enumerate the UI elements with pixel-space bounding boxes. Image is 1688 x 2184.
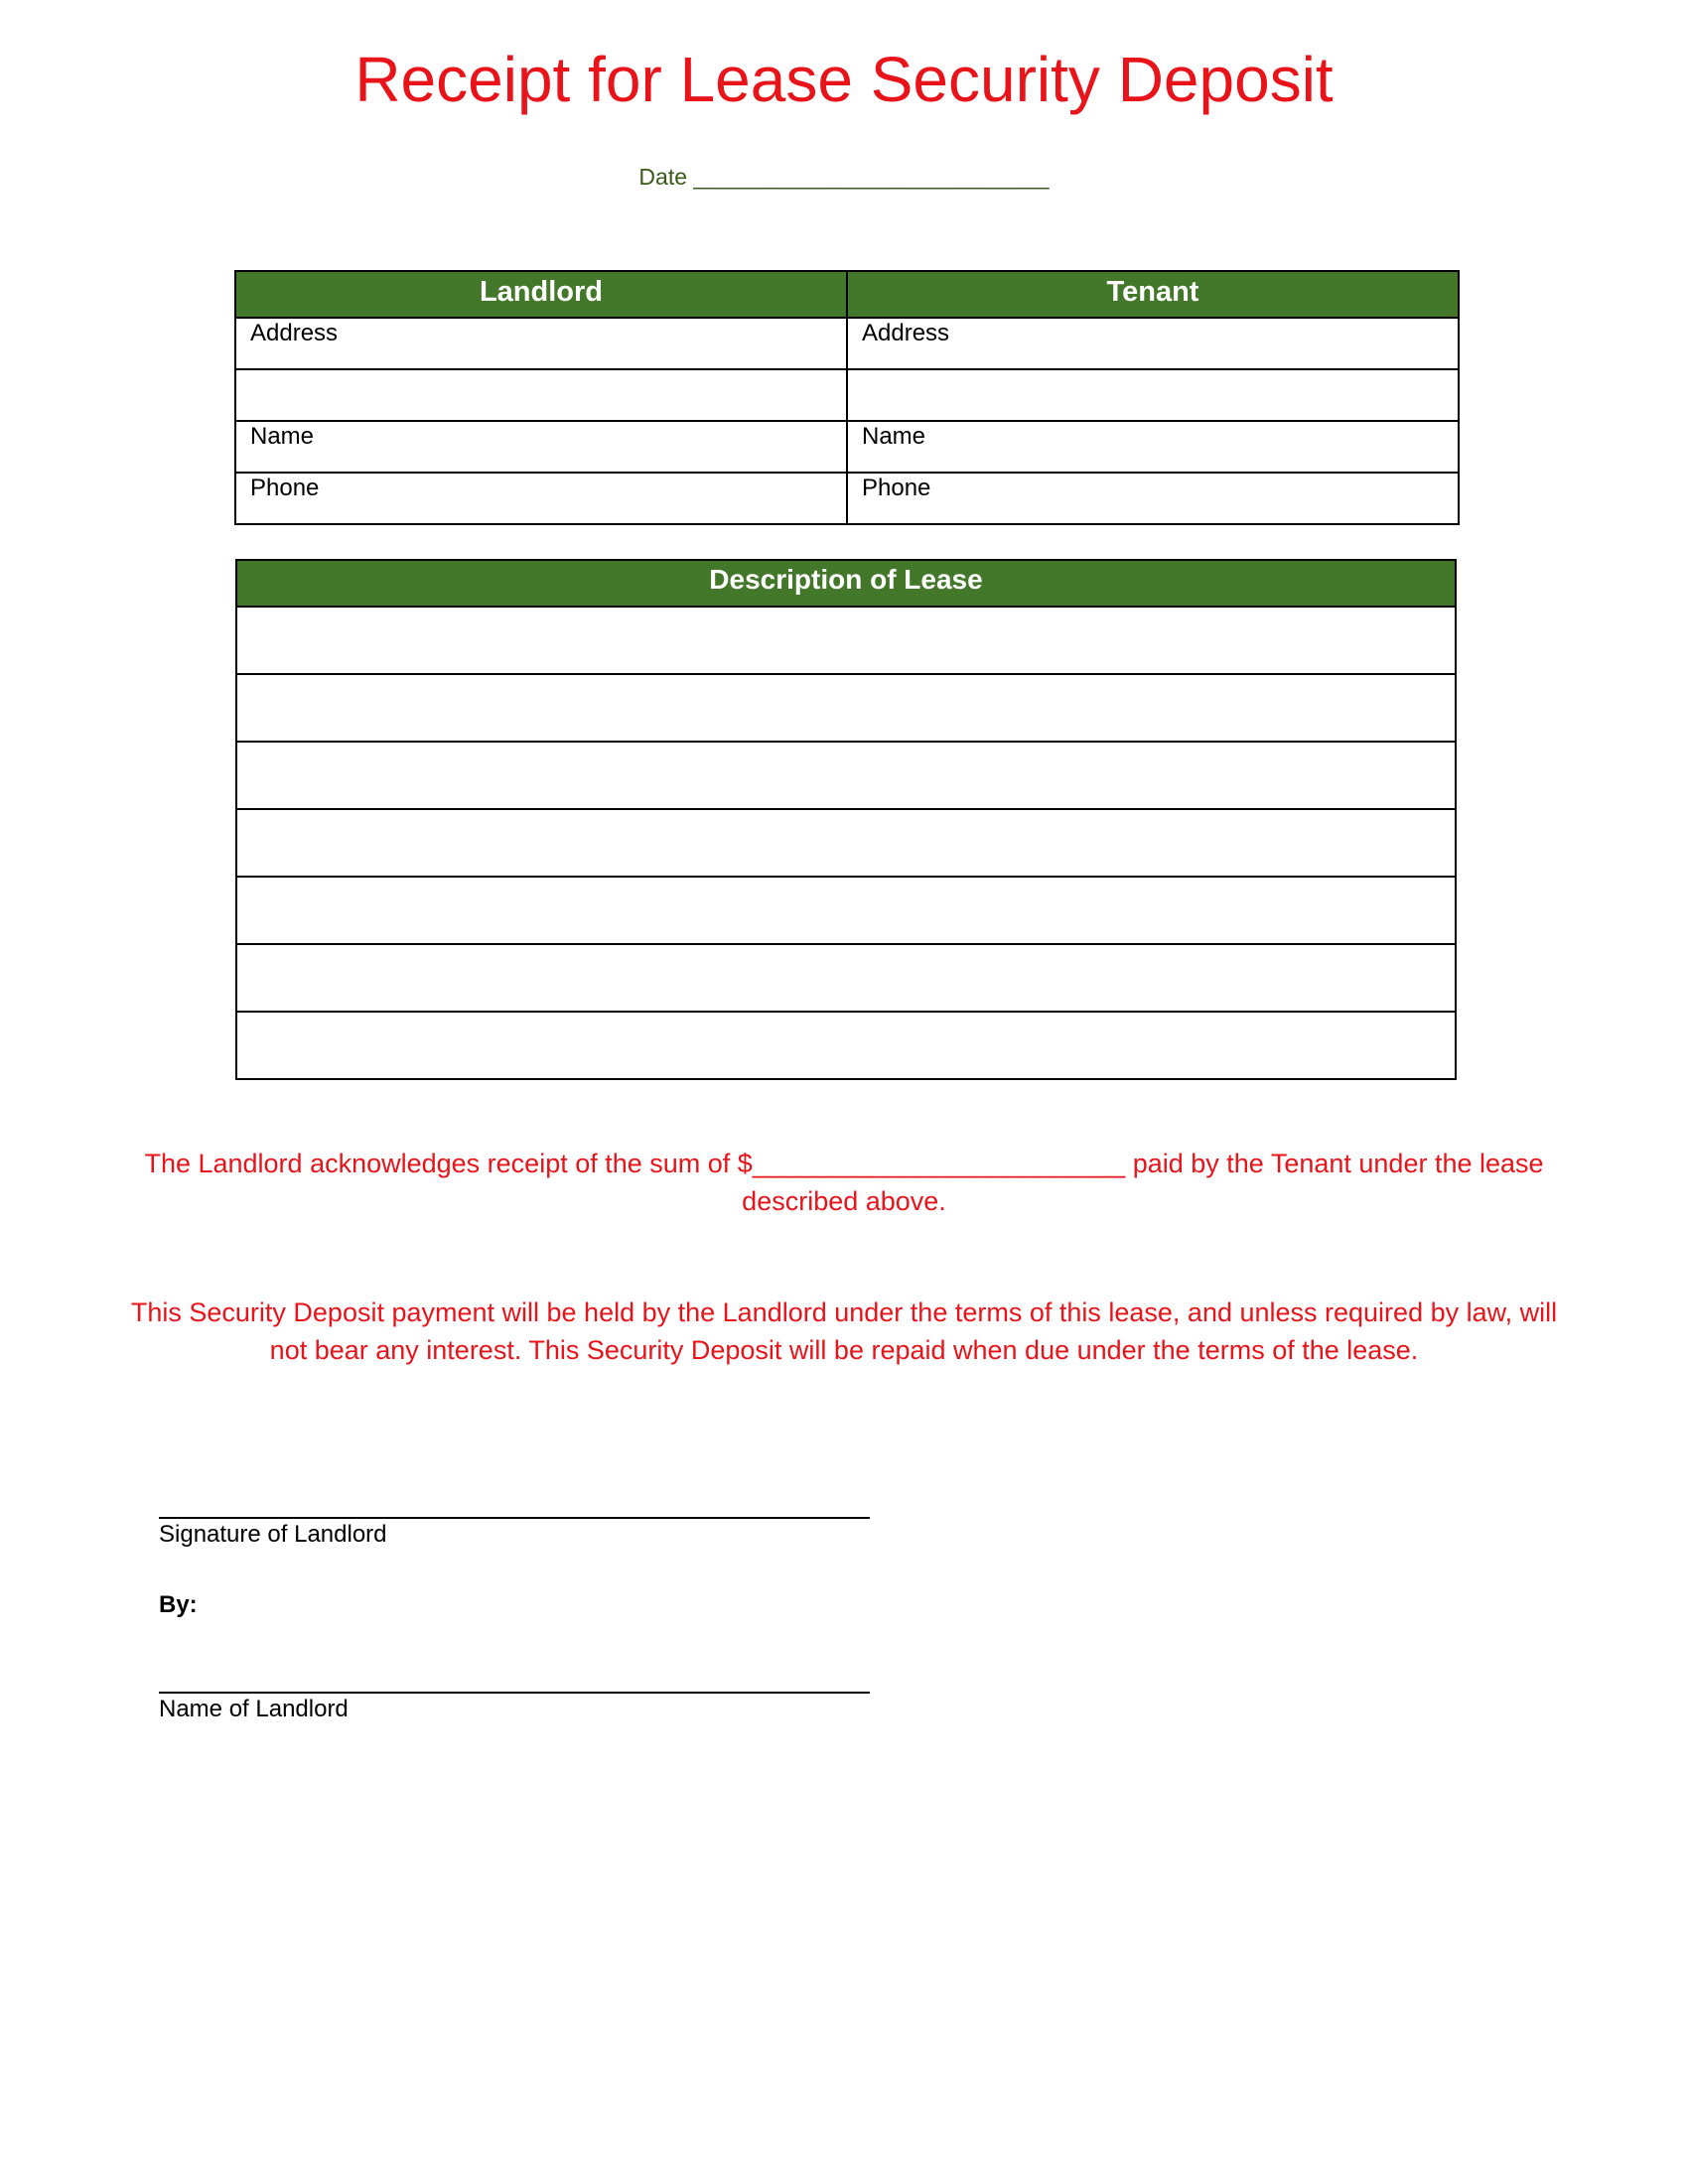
table-row xyxy=(236,1012,1456,1079)
lease-description-cell[interactable] xyxy=(236,607,1456,674)
table-row xyxy=(236,742,1456,809)
parties-header-row xyxy=(235,271,1459,318)
lease-description-table xyxy=(235,559,1457,1080)
date-field[interactable]: Date ____________________________ xyxy=(638,164,1050,190)
lease-description-cell[interactable] xyxy=(236,877,1456,944)
table-row xyxy=(236,607,1456,674)
terms-statement: This Security Deposit payment will be held by the Landlord under the terms of this lease, and unless required by law, will not bear any interest. This Security Deposit will be repaid when due under the terms of the lease. xyxy=(130,1297,1558,1365)
by-label: By: xyxy=(159,1591,198,1618)
lease-description-cell[interactable] xyxy=(236,1012,1456,1079)
tenant-name-cell[interactable]: Name xyxy=(847,421,1459,473)
receipt-statement: The Landlord acknowledges receipt of the sum of $_________________________ paid by the Tenant under the lease described above. xyxy=(144,1149,1544,1216)
lease-description-header: Description of Lease xyxy=(236,560,1456,607)
lease-description-cell[interactable] xyxy=(236,944,1456,1012)
table-row xyxy=(236,674,1456,742)
landlord-name-cell[interactable]: Name xyxy=(235,421,847,473)
table-row xyxy=(236,877,1456,944)
table-row xyxy=(235,318,1459,369)
tenant-address-cell[interactable]: Address xyxy=(847,318,1459,369)
table-row xyxy=(235,421,1459,473)
name-label: Name of Landlord xyxy=(159,1696,349,1722)
lease-description-cell[interactable] xyxy=(236,809,1456,877)
tenant-address-line2-cell[interactable] xyxy=(847,369,1459,421)
tenant-header: Tenant xyxy=(847,271,1459,318)
signature-label: Signature of Landlord xyxy=(159,1521,387,1548)
table-row xyxy=(236,944,1456,1012)
landlord-address-cell[interactable]: Address xyxy=(235,318,847,369)
page-title: Receipt for Lease Security Deposit xyxy=(354,44,1334,115)
landlord-name-line[interactable] xyxy=(159,1692,870,1694)
lease-description-cell[interactable] xyxy=(236,742,1456,809)
landlord-header: Landlord xyxy=(235,271,847,318)
landlord-phone-cell[interactable]: Phone xyxy=(235,473,847,524)
lease-header-row xyxy=(236,560,1456,607)
table-row xyxy=(235,369,1459,421)
table-row xyxy=(236,809,1456,877)
table-row xyxy=(235,473,1459,524)
landlord-signature-line[interactable] xyxy=(159,1517,870,1519)
lease-description-cell[interactable] xyxy=(236,674,1456,742)
parties-table xyxy=(234,270,1460,525)
tenant-phone-cell[interactable]: Phone xyxy=(847,473,1459,524)
landlord-address-line2-cell[interactable] xyxy=(235,369,847,421)
